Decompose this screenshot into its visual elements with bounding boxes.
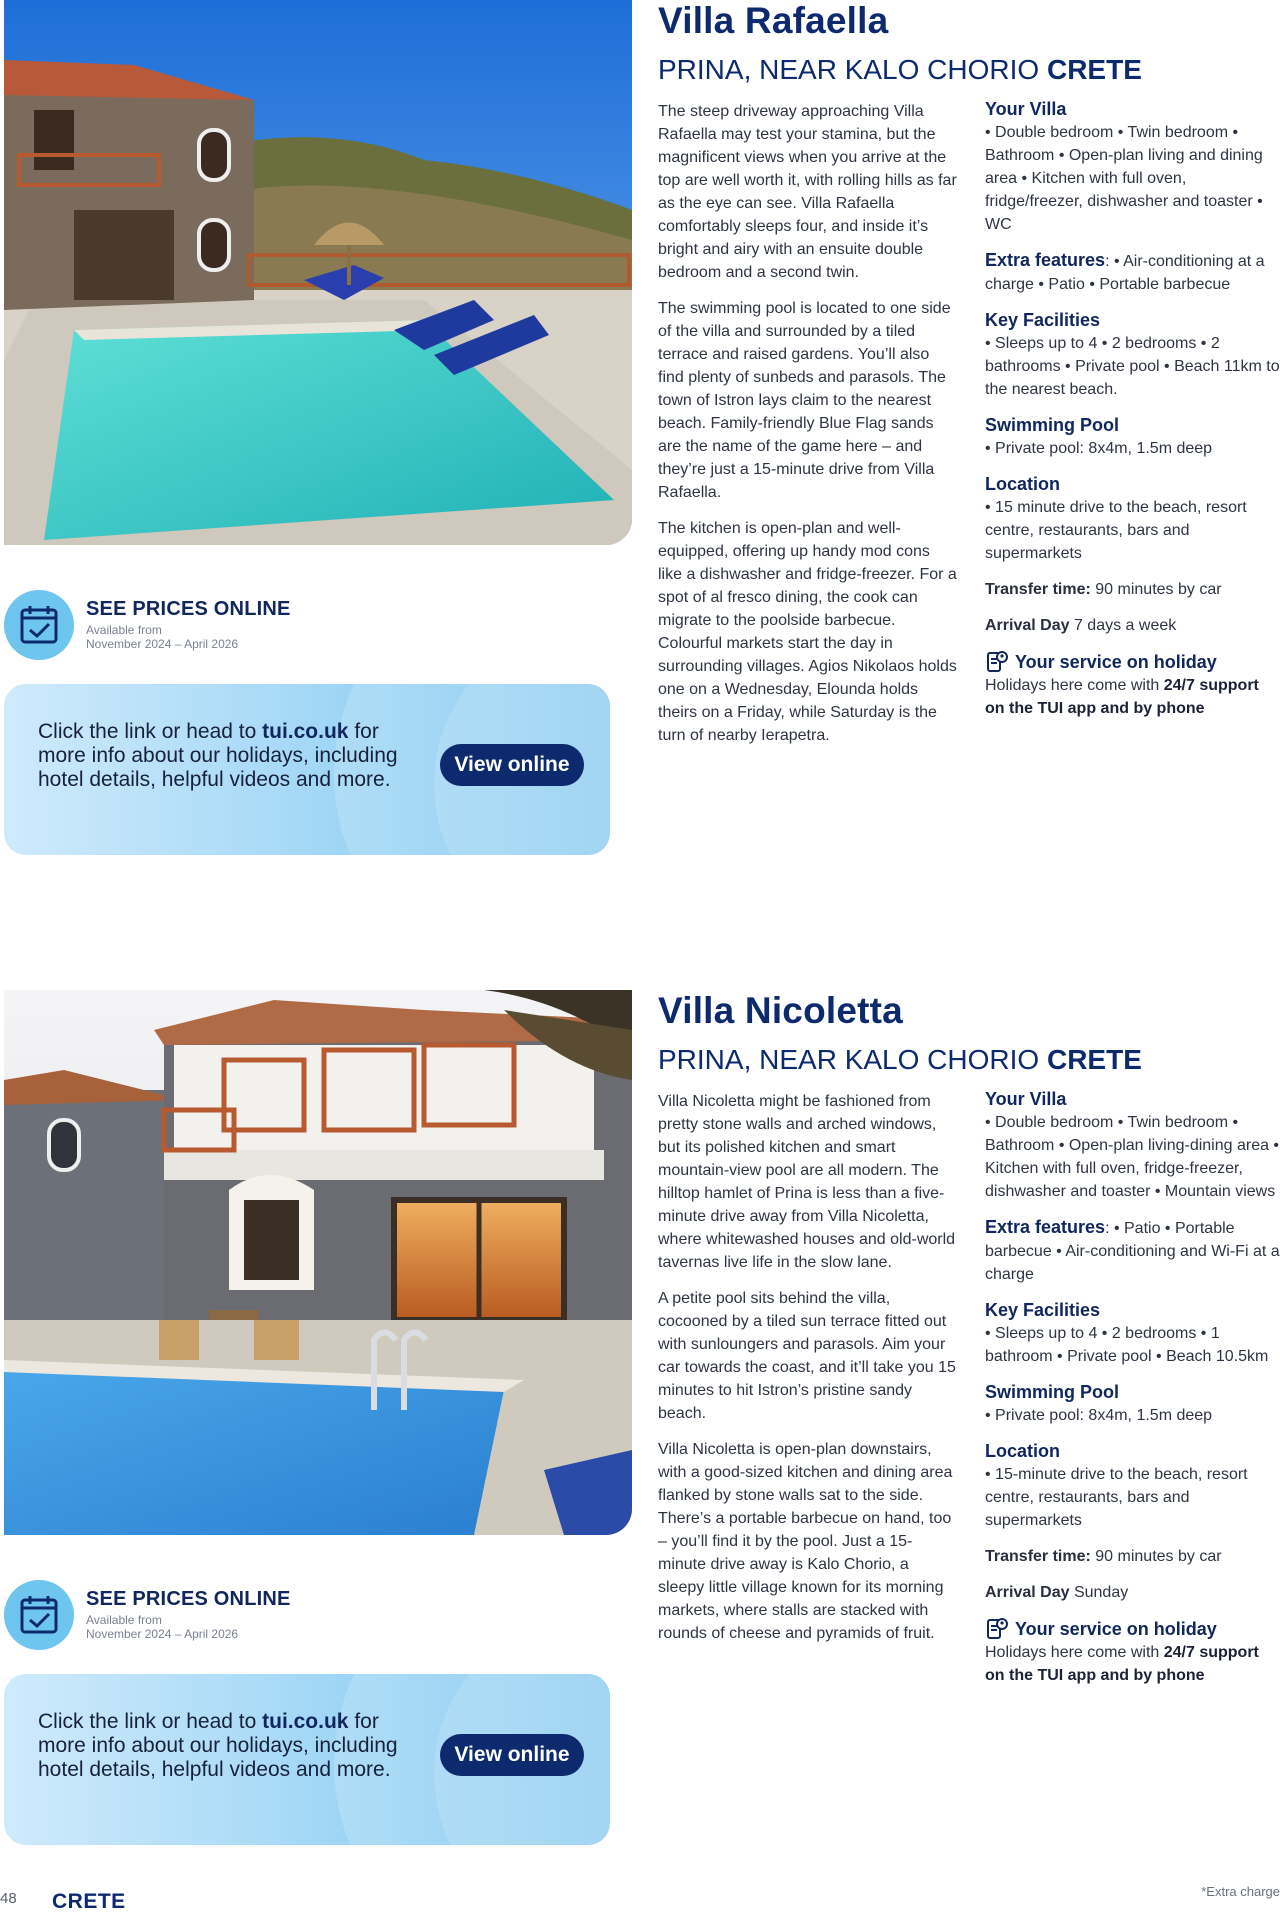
villa-photo [4,990,632,1535]
view-online-banner [4,1674,610,1845]
villa-title: Villa Rafaella [658,0,889,41]
arrival-day [985,1581,1280,1604]
transfer-label: Transfer time: [985,581,1091,598]
extra-features-label: Extra features [985,250,1106,270]
location-text: PRINA, NEAR KALO CHORIO [658,54,1040,85]
swimming-pool-section [985,1381,1280,1427]
swimming-pool-title: Swimming Pool [985,415,1120,435]
service-title: Your service on holiday [1015,1618,1217,1639]
service-title: Your service on holiday [1015,651,1217,672]
arrival-day [985,614,1280,637]
service-text: Holidays here come with [985,1644,1160,1661]
cta-message [38,1710,398,1782]
transfer-value: 90 minutes by car [1095,1548,1222,1565]
service-text: Holidays here come with [985,677,1160,694]
page-number: 48 [0,1890,17,1907]
see-prices-title: SEE PRICES ONLINE [86,1588,291,1610]
villa-photo-illustration [4,0,632,545]
arrival-label: Arrival Day [985,1584,1070,1601]
villa-listing [0,990,1280,1860]
villa-description [658,100,958,760]
see-prices-title: SEE PRICES ONLINE [86,598,291,620]
service-section [985,1617,1280,1687]
your-villa-title: Your Villa [985,99,1067,119]
location-text: PRINA, NEAR KALO CHORIO [658,1044,1040,1075]
your-villa-section [985,98,1280,236]
extra-features-section [985,249,1280,296]
villa-location [658,54,1142,86]
availability-label: Available from [86,1613,162,1627]
availability-range: November 2024 – April 2026 [86,1627,239,1641]
your-villa-text: • Double bedroom • Twin bedroom • Bathroom • Open-plan living-dining area • Kitchen with full oven, fridge-freezer, dishwasher and toaster • Mountain views [985,1114,1280,1200]
villa-photo [4,0,632,545]
tui-link[interactable]: tui.co.uk [262,1710,349,1733]
location-region: CRETE [1046,1044,1142,1075]
key-facilities-text: • Sleeps up to 4 • 2 bedrooms • 2 bathrooms • Private pool • Beach 11km to the nearest beach. [985,335,1280,398]
availability [86,1613,238,1641]
tui-link[interactable]: tui.co.uk [262,720,349,743]
calendar-check-icon [4,1580,74,1650]
footer-note: *Extra charge [1201,1884,1280,1899]
availability [86,623,238,651]
location-section [985,1440,1280,1532]
cta-text-after: for more info about our holidays, including hotel details, helpful videos and more. [38,720,398,791]
your-villa-section [985,1088,1280,1203]
location-title: Location [985,1441,1060,1461]
location-detail: • 15 minute drive to the beach, resort centre, restaurants, bars and supermarkets [985,499,1247,562]
key-facilities-title: Key Facilities [985,310,1101,330]
cta-text-after: for more info about our holidays, including hotel details, helpful videos and more. [38,1710,398,1781]
view-online-banner [4,684,610,855]
description-paragraph: The swimming pool is located to one side of the villa and surrounded by a tiled terrace and raised gardens. You’ll also find plenty of sunbeds and parasols. The town of Istron lays claim to the nearest beach. Family-friendly Blue Flag sands are the name of the game here – and they’re just a 15-minute drive from Villa Rafaella. [658,300,951,501]
villa-listing [0,0,1280,870]
transfer-time [985,1545,1280,1568]
your-villa-title: Your Villa [985,1089,1067,1109]
cta-message [38,720,398,792]
service-heading [985,650,1280,674]
transfer-value: 90 minutes by car [1095,581,1222,598]
your-villa-text: • Double bedroom • Twin bedroom • Bathroom • Open-plan living and dining area • Kitchen with full oven, fridge/freezer, dishwasher and toaster • WC [985,124,1263,233]
transfer-time [985,578,1280,601]
see-prices-block [4,1580,424,1650]
location-section [985,473,1280,565]
villa-description [658,1090,958,1658]
cta-text-before: Click the link or head to [38,720,257,743]
key-facilities-section [985,309,1280,401]
description-paragraph: A petite pool sits behind the villa, cocooned by a tiled sun terrace fitted out with sunloungers and parasols. Aim your car towards the coast, and it’ll take you 15 minutes to hit Istron’s pristine sandy beach. [658,1290,956,1422]
description-paragraph: Villa Nicoletta might be fashioned from pretty stone walls and arched windows, but its polished kitchen and smart mountain-view pool are all modern. The hilltop hamlet of Prina is less than a five-minute drive away from Villa Nicoletta, where whitewashed houses and old-world tavernas live life in the slow lane. [658,1093,956,1271]
extra-features-label: Extra features [985,1217,1106,1237]
key-facilities-text: • Sleeps up to 4 • 2 bedrooms • 1 bathroom • Private pool • Beach 10.5km [985,1325,1269,1365]
view-online-button[interactable]: View online [440,1734,584,1776]
swimming-pool-section [985,414,1280,460]
key-facilities-title: Key Facilities [985,1300,1101,1320]
phone-support-icon [985,1617,1009,1641]
extra-features-text: : • Air-conditioning at a charge • Patio • Portable barbecue [985,253,1265,293]
location-title: Location [985,474,1060,494]
availability-range: November 2024 – April 2026 [86,637,239,651]
swimming-pool-title: Swimming Pool [985,1382,1120,1402]
villa-facts [985,98,1280,733]
location-detail: • 15-minute drive to the beach, resort centre, restaurants, bars and supermarkets [985,1466,1248,1529]
see-prices-block [4,590,424,660]
swimming-pool-text: • Private pool: 8x4m, 1.5m deep [985,440,1213,457]
service-bold: 24/7 support on the TUI app and by phone [985,1644,1259,1684]
calendar-check-icon [4,590,74,660]
service-heading [985,1617,1280,1641]
key-facilities-section [985,1299,1280,1368]
service-section [985,650,1280,720]
service-bold: 24/7 support on the TUI app and by phone [985,677,1259,717]
view-online-button[interactable]: View online [440,744,584,786]
villa-facts [985,1088,1280,1700]
villa-photo-illustration [4,990,632,1535]
availability-label: Available from [86,623,162,637]
arrival-value: Sunday [1073,1584,1129,1601]
location-region: CRETE [1046,54,1142,85]
arrival-label: Arrival Day [985,617,1070,634]
swimming-pool-text: • Private pool: 8x4m, 1.5m deep [985,1407,1213,1424]
description-paragraph: The kitchen is open-plan and well-equipped, offering up handy mod cons like a dishwasher and fridge-freezer. For a spot of al fresco dining, the cook can migrate to the poolside barbecue. Colourful markets start the day in surrounding villages. Agios Nikolaos holds one on a Wednesday, Elounda holds theirs on a Friday, while Saturday is the turn of nearby Ierapetra. [658,520,957,744]
cta-text-before: Click the link or head to [38,1710,257,1733]
villa-title: Villa Nicoletta [658,990,903,1031]
description-paragraph: The steep driveway approaching Villa Rafaella may test your stamina, but the magnificent views when you arrive at the top are well worth it, with rolling hills as far as the eye can see. Villa Rafaella comfortably sleeps four, and inside it’s bright and airy with an ensuite double bedroom and a second twin. [658,103,957,281]
description-paragraph: Villa Nicoletta is open-plan downstairs, with a good-sized kitchen and dining area flanked by stone walls sat to the side. There’s a portable barbecue on hand, too – you’ll find it by the pool. Just a 15-minute drive away is Kalo Chorio, a sleepy little village known for its morning markets, where stalls are stacked with rounds of cheese and pyramids of fruit. [658,1441,953,1642]
phone-support-icon [985,650,1009,674]
footer-region: CRETE [52,1890,126,1913]
transfer-label: Transfer time: [985,1548,1091,1565]
arrival-value: 7 days a week [1073,617,1177,634]
extra-features-section [985,1216,1280,1286]
villa-location [658,1044,1142,1076]
extra-features-text: : • Patio • Portable barbecue • Air-conditioning and Wi-Fi at a charge [985,1220,1280,1283]
